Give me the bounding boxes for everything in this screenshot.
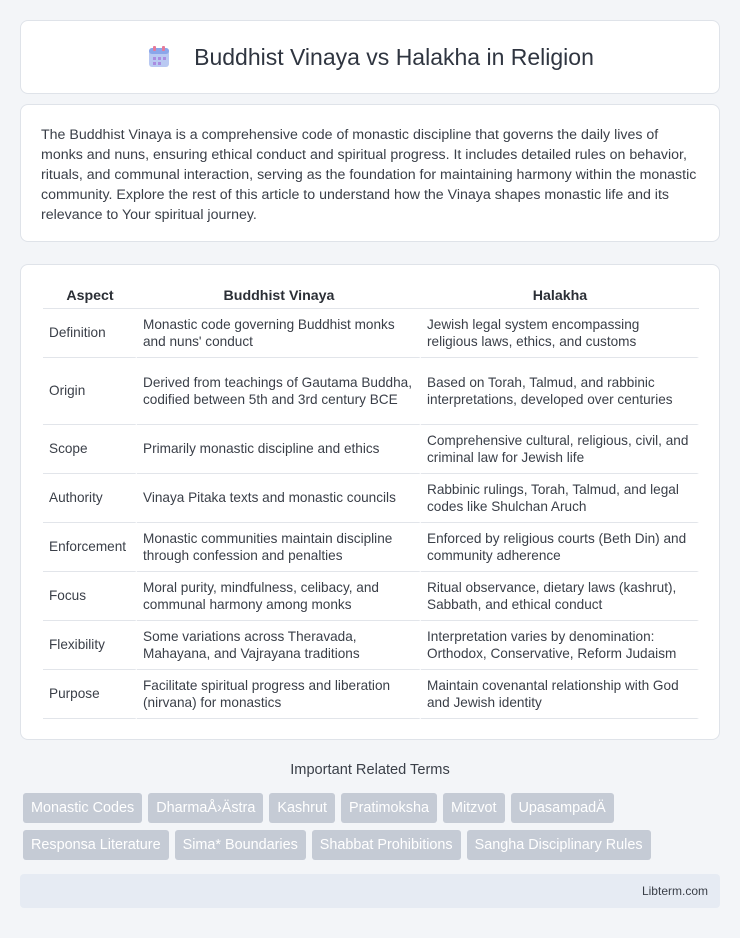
tag-sima-boundaries[interactable]: Sima* Boundaries (175, 830, 306, 860)
tag-sangha-disciplinary-rules[interactable]: Sangha Disciplinary Rules (467, 830, 651, 860)
tag-dharmasastra[interactable]: DharmaÅ›Ästra (148, 793, 263, 823)
tag-pratimoksha[interactable]: Pratimoksha (341, 793, 437, 823)
cell-aspect: Origin (43, 358, 137, 425)
cell-vinaya: Monastic communities maintain discipline through confession and penalties (137, 523, 421, 572)
cell-halakha: Maintain covenantal relationship with God and Jewish identity (421, 670, 699, 719)
tag-mitzvot[interactable]: Mitzvot (443, 793, 505, 823)
table-row (43, 523, 699, 572)
table-row (43, 572, 699, 621)
tag-row (23, 793, 723, 823)
table-row (43, 309, 699, 358)
cell-aspect: Enforcement (43, 523, 137, 572)
table-row (43, 474, 699, 523)
cell-aspect: Flexibility (43, 621, 137, 670)
tag-kashrut[interactable]: Kashrut (269, 793, 335, 823)
page-title: Buddhist Vinaya vs Halakha in Religion (194, 43, 594, 70)
tag-upasampada[interactable]: UpasampadÄ (511, 793, 614, 823)
cell-halakha: Jewish legal system encompassing religious laws, ethics, and customs (421, 309, 699, 358)
cell-aspect: Definition (43, 309, 137, 358)
title-card (20, 20, 720, 94)
tag-shabbat-prohibitions[interactable]: Shabbat Prohibitions (312, 830, 461, 860)
header-vinaya: Buddhist Vinaya (137, 283, 421, 309)
cell-halakha: Interpretation varies by denomination: Orthodox, Conservative, Reform Judaism (421, 621, 699, 670)
header-aspect: Aspect (43, 283, 137, 309)
cell-aspect: Scope (43, 425, 137, 474)
header-halakha: Halakha (421, 283, 699, 309)
table-row (43, 425, 699, 474)
calendar-icon (146, 44, 172, 70)
intro-card (20, 104, 720, 242)
intro-text: The Buddhist Vinaya is a comprehensive code of monastic discipline that governs the daily lives of monks and nuns, ensuring ethical conduct and spiritual progress. It includes detailed rules on behavior, rituals, and communal interaction, serving as the foundation for maintaining harmony within the monastic community. Explore the rest of this article to understand how the Vinaya shapes monastic life and its relevance to Your spiritual journey. (41, 127, 697, 223)
table-row (43, 670, 699, 719)
tag-row (23, 830, 723, 860)
cell-vinaya: Moral purity, mindfulness, celibacy, and communal harmony among monks (137, 572, 421, 621)
cell-halakha: Enforced by religious courts (Beth Din) and community adherence (421, 523, 699, 572)
table-header-row (43, 283, 699, 309)
cell-vinaya: Derived from teachings of Gautama Buddha, codified between 5th and 3rd century BCE (137, 358, 421, 425)
comparison-table (43, 283, 699, 719)
cell-vinaya: Vinaya Pitaka texts and monastic councils (137, 474, 421, 523)
related-terms (23, 793, 723, 867)
cell-aspect: Authority (43, 474, 137, 523)
cell-vinaya: Primarily monastic discipline and ethics (137, 425, 421, 474)
cell-vinaya: Facilitate spiritual progress and liberation (nirvana) for monastics (137, 670, 421, 719)
cell-halakha: Rabbinic rulings, Torah, Talmud, and legal codes like Shulchan Aruch (421, 474, 699, 523)
related-terms-title: Important Related Terms (290, 762, 450, 778)
tag-monastic-codes[interactable]: Monastic Codes (23, 793, 142, 823)
cell-halakha: Based on Torah, Talmud, and rabbinic interpretations, developed over centuries (421, 358, 699, 425)
cell-vinaya: Some variations across Theravada, Mahayana, and Vajrayana traditions (137, 621, 421, 670)
table-row (43, 358, 699, 425)
footer-link[interactable]: Libterm.com (641, 884, 708, 898)
cell-aspect: Focus (43, 572, 137, 621)
footer (20, 874, 720, 908)
cell-halakha: Comprehensive cultural, religious, civil, and criminal law for Jewish life (421, 425, 699, 474)
cell-aspect: Purpose (43, 670, 137, 719)
comparison-table-card (20, 264, 720, 740)
tag-responsa-literature[interactable]: Responsa Literature (23, 830, 169, 860)
table-row (43, 621, 699, 670)
cell-vinaya: Monastic code governing Buddhist monks and nuns' conduct (137, 309, 421, 358)
cell-halakha: Ritual observance, dietary laws (kashrut), Sabbath, and ethical conduct (421, 572, 699, 621)
